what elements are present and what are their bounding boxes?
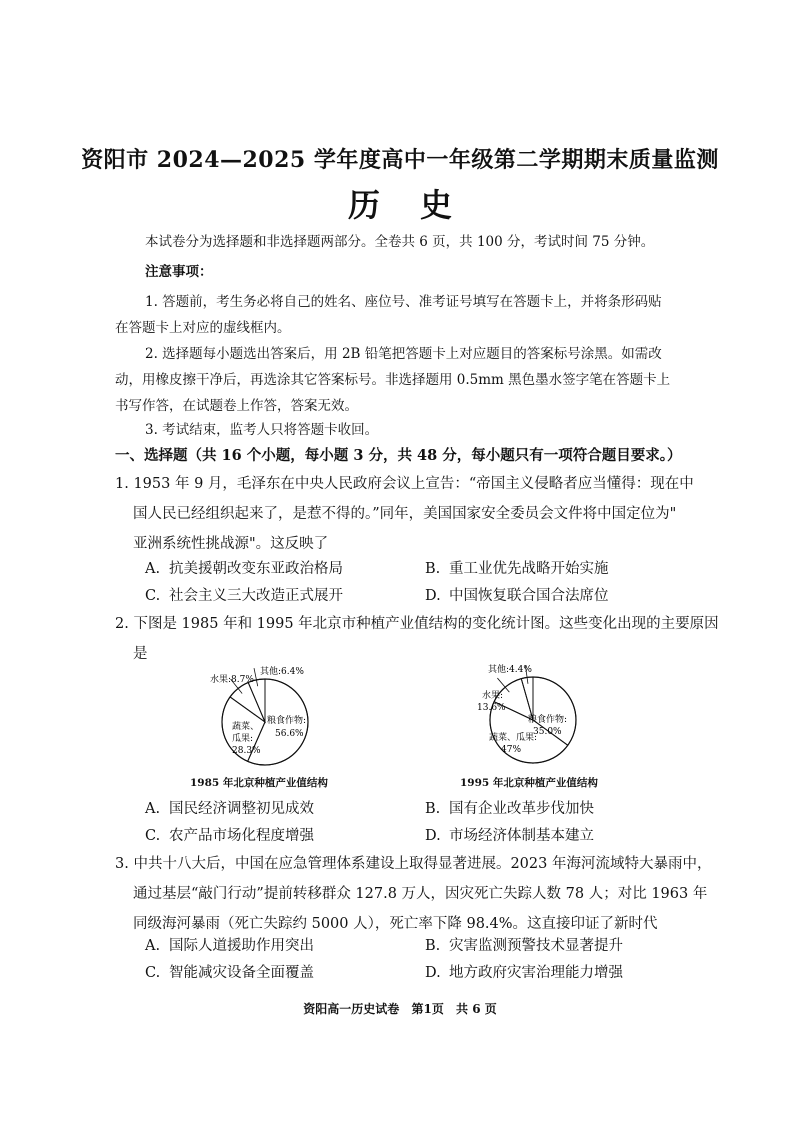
q2-option-b — [425, 797, 594, 818]
q1-option-d — [425, 584, 609, 605]
option-label: A. — [145, 801, 161, 817]
question-3-line-2: 通过基层“敲门行动”提前转移群众 127.8 万人，因灾死亡失踪人数 78 人；对比 1963 年 — [133, 886, 708, 902]
notes-heading: 注意事项： — [145, 264, 213, 280]
option-label: D. — [425, 965, 441, 981]
option-label: A. — [145, 938, 161, 954]
pie-1985-svg — [195, 660, 365, 775]
option-label: D. — [425, 828, 441, 844]
note-3: 3. 考试结束，监考人只将答题卡收回。 — [145, 422, 379, 438]
pie-1985-caption: 1985 年北京种植产业值结构 — [190, 777, 328, 789]
q3-option-c — [145, 961, 314, 982]
footer-page: 第1页 — [411, 1002, 444, 1016]
option-label: B. — [425, 938, 441, 954]
option-text: 农产品市场化程度增强 — [169, 828, 314, 844]
option-label: C. — [145, 828, 161, 844]
pie-chart-1995 — [455, 658, 625, 775]
note-1-line-1: 1. 答题前，考生务必将自己的姓名、座位号、准考证号填写在答题卡上，并将条形码贴 — [145, 294, 662, 310]
note-1-line-2: 在答题卡上对应的虚线框内。 — [115, 320, 291, 336]
pie-1995-label-veg: 蔬菜、瓜果: — [489, 733, 538, 743]
q1-option-a — [145, 557, 343, 578]
subject-title: 历史 — [347, 186, 492, 224]
option-text: 国际人道援助作用突出 — [169, 938, 314, 954]
q2-option-a — [145, 797, 314, 818]
q2-option-c — [145, 824, 314, 845]
option-label: B. — [425, 561, 441, 577]
q3-option-b — [425, 934, 623, 955]
option-label: C. — [145, 588, 161, 604]
pie-1995-caption: 1995 年北京种植产业值结构 — [460, 777, 598, 789]
pie-1985-label-veg-1: 蔬菜、 — [232, 722, 260, 732]
option-text: 国民经济调整初见成效 — [169, 801, 314, 817]
pie-1995-svg — [455, 658, 625, 775]
footer-total: 共 6 页 — [456, 1002, 497, 1016]
option-label: D. — [425, 588, 441, 604]
question-3-line-3: 同级海河暴雨（死亡失踪约 5000 人），死亡率下降 98.4%。这直接印证了新时代 — [133, 916, 658, 932]
option-text: 抗美援朝改变东亚政治格局 — [169, 561, 343, 577]
pie-1995-value-fruit: 13.6% — [477, 703, 506, 713]
section-1-heading: 一、选择题（共 16 个小题，每小题 3 分，共 48 分，每小题只有一项符合题目要求。） — [115, 447, 682, 464]
note-2-line-2: 动，用橡皮擦干净后，再选涂其它答案标号。非选择题用 0.5mm 黑色墨水签字笔在答题卡上 — [115, 372, 671, 388]
question-1 — [115, 469, 695, 559]
option-label: C. — [145, 965, 161, 981]
pie-1995-label-grain: 粮食作物: — [528, 715, 568, 725]
q3-option-d — [425, 961, 623, 982]
q3-option-a — [145, 934, 314, 955]
option-text: 社会主义三大改造正式展开 — [169, 588, 343, 604]
pie-1985-value-veg: 28.3% — [232, 746, 261, 756]
option-text: 中国恢复联合国合法席位 — [449, 588, 609, 604]
pie-1995-label-other: 其他:4.4% — [488, 665, 532, 675]
pie-1985-label-fruit: 水果:8.7% — [210, 675, 254, 685]
question-1-line-3: 亚洲系统性挑战源"。这反映了 — [133, 536, 329, 552]
option-text: 国有企业改革步伐加快 — [449, 801, 594, 817]
question-1-line-1: 1. 1953 年 9 月，毛泽东在中央人民政府会议上宣告：“帝国主义侵略者应当懂得：现在中 — [115, 476, 694, 492]
question-1-line-2: 国人民已经组织起来了，是惹不得的。”同年，美国国家安全委员会文件将中国定位为" — [133, 506, 677, 522]
question-3-line-1: 3. 中共十八大后，中国在应急管理体系建设上取得显著进展。2023 年海河流域特大暴雨中， — [115, 856, 712, 872]
option-label: A. — [145, 561, 161, 577]
note-2-line-1: 2. 选择题每小题选出答案后，用 2B 铅笔把答题卡上对应题目的答案标号涂黑。如需改 — [145, 346, 662, 362]
option-text: 灾害监测预警技术显著提升 — [449, 938, 623, 954]
pie-chart-1985 — [195, 660, 365, 775]
option-text: 重工业优先战略开始实施 — [449, 561, 609, 577]
q1-option-c — [145, 584, 343, 605]
option-text: 智能减灾设备全面覆盖 — [169, 965, 314, 981]
pie-1985-label-grain: 粮食作物: — [267, 716, 307, 726]
q2-option-d — [425, 824, 594, 845]
pie-1995-value-veg: 47% — [501, 745, 522, 755]
q1-option-b — [425, 557, 609, 578]
pie-1985-value-grain: 56.6% — [275, 729, 304, 739]
pie-1995-label-fruit: 水果: — [482, 691, 504, 701]
page-footer — [0, 1000, 800, 1017]
footer-school: 资阳高一历史试卷 — [303, 1002, 400, 1016]
question-2-line-2: 是 — [133, 646, 148, 662]
option-label: B. — [425, 801, 441, 817]
question-2-line-1: 2. 下图是 1985 年和 1995 年北京市种植产业值结构的变化统计图。这些变化出现的主要原因 — [115, 616, 719, 632]
pie-1995-value-grain: 35.0% — [533, 727, 562, 737]
pie-1985-label-veg-2: 瓜果: — [232, 734, 254, 744]
question-3 — [115, 849, 712, 939]
exam-title: 资阳市 2024—2025 学年度高中一年级第二学期期末质量监测 — [81, 147, 719, 173]
note-2-line-3: 书写作答，在试题卷上作答，答案无效。 — [115, 398, 358, 414]
pie-1985-label-other: 其他:6.4% — [260, 667, 304, 677]
option-text: 地方政府灾害治理能力增强 — [449, 965, 623, 981]
option-text: 市场经济体制基本建立 — [449, 828, 594, 844]
intro-summary: 本试卷分为选择题和非选择题两部分。全卷共 6 页，共 100 分，考试时间 75 分钟。 — [145, 234, 655, 250]
